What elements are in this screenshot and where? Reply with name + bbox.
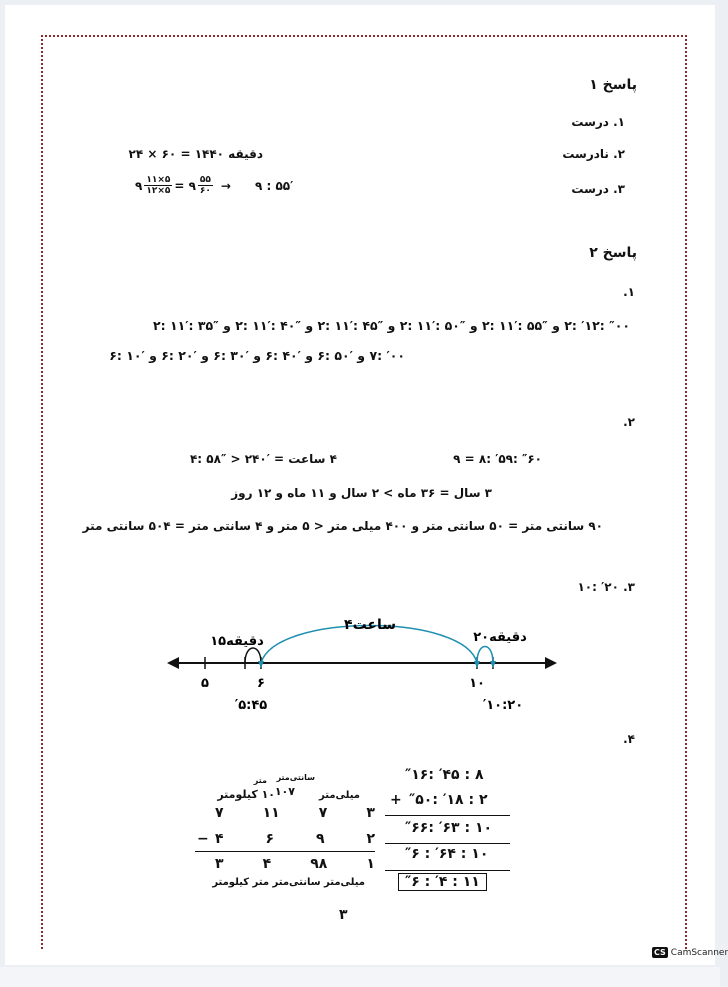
fraction-2	[198, 175, 213, 196]
unit-row-3	[215, 856, 375, 872]
cell: ۴	[262, 856, 272, 872]
time-add-row-2: ″۵۰: ′۱۸ : ۲	[409, 792, 488, 808]
cell: ۱۱	[262, 805, 280, 821]
arc-arrowhead-icon	[490, 661, 496, 668]
answer1-item-2: ۲. نادرست	[562, 147, 625, 161]
page-number: ۳	[339, 907, 348, 923]
cell: ۷	[318, 805, 328, 821]
tick-label-5: ۵	[201, 676, 209, 691]
answer1-result: ۹ : ۵۵′	[254, 178, 294, 193]
time-add-row-1: ″۱۶: ′۴۵ : ۸	[405, 767, 484, 783]
unit-header-mm: میلی‌متر	[319, 790, 360, 801]
answer2-q1: ۱.	[623, 285, 635, 299]
left-arrowhead-icon	[167, 657, 179, 669]
answer2-q3: ۳. ′۲۰ :۱۰	[577, 580, 635, 594]
unit-row-1	[215, 805, 375, 821]
answer2-line2: ′۰۰ :۷ و ′۵۰ :۶ و ′۴۰ :۶ و ′۳۰ :۶ و ′۲۰ :۶ و ′۱۰ :۶	[109, 348, 405, 363]
unit-row-2	[215, 831, 375, 847]
cell: ۲	[366, 831, 375, 847]
comparison-1-right: ″۶۰ :′۵۹ :۸ = ۹	[453, 452, 542, 466]
unit-minus: −	[197, 831, 209, 847]
comparison-3: ۹۰ سانتی متر = ۵۰ سانتی متر و ۴۰۰ میلی متر < ۵ متر و ۴ سانتی متر = ۵۰۴ سانتی متر	[82, 519, 603, 533]
label-15min: ۱۵دقیقه	[210, 634, 264, 649]
answer2-title: پاسخ ۲	[589, 245, 637, 261]
comparison-1-left: ۴ ساعت = ′۲۴۰ < ″۵۸ :۴	[189, 452, 337, 466]
unit-small-label-m: متر	[253, 776, 267, 785]
answer2-line1: ″۰۰ :′۱۲ :۲ و ″۵۵ :′۱۱ :۲ و ″۵۰ :′۱۱ :۲ و ″۴۵ :′۱۱ :۲ و ″۴۰ :′۱۱ :۲ و ″۳۵ :′۱۱ :۲	[152, 318, 630, 333]
tick-label-10: ۱۰	[469, 676, 485, 691]
cell: ۷	[215, 805, 224, 821]
time-add-rule-2	[385, 843, 510, 844]
label-20min: ۲۰دقیقه	[473, 630, 527, 645]
fraction-2-denominator: ۶۰	[199, 186, 211, 196]
start-time-label: ′۵:۴۵	[234, 698, 268, 713]
cell: ۶	[265, 831, 275, 847]
unit-rule	[195, 851, 375, 852]
document-page	[5, 5, 715, 965]
time-add-row-4: ″۶ : ′۶۴ : ۱۰	[405, 846, 489, 862]
camscanner-watermark	[652, 947, 728, 958]
unit-row-labels: میلی‌متر سانتی‌متر متر کیلومتر	[212, 877, 365, 888]
cell: ۹	[315, 831, 325, 847]
frac-equals: = ۹	[174, 178, 196, 193]
arc-20min	[477, 647, 493, 664]
number-line-diagram	[165, 605, 565, 715]
time-add-rule	[385, 815, 510, 816]
answer1-item-3: ۳. درست	[571, 182, 625, 196]
arc-arrowhead-icon	[258, 661, 264, 668]
time-add-result: ″۶ : ′۴ : ۱۱	[398, 873, 487, 891]
fraction-expression	[135, 175, 293, 196]
unit-carry-km: ۱۰ کیلومتر	[217, 788, 275, 801]
answer2-q2: ۲.	[623, 415, 635, 429]
camscanner-text: CamScanner	[670, 947, 728, 958]
answer1-title: پاسخ ۱	[589, 77, 637, 93]
time-add-plus: +	[390, 792, 402, 808]
fraction-1	[144, 175, 172, 196]
time-add-row-3: ″۶۶: ′۶۳ : ۱۰	[405, 820, 493, 836]
arc-arrowhead-icon	[474, 661, 480, 668]
bottom-strip	[0, 967, 720, 987]
tick-label-6: ۶	[257, 676, 265, 691]
cell: ۳	[215, 856, 224, 872]
label-hours: ۴ساعت	[344, 617, 396, 633]
right-arrowhead-icon	[545, 657, 557, 669]
fraction-2-numerator: ۵۵	[199, 175, 211, 185]
answer2-q4: ۴.	[623, 732, 635, 746]
camscanner-logo-icon: CS	[654, 948, 666, 957]
answer1-calc: دقیقه ۱۴۴۰ = ۶۰ × ۲۴	[128, 147, 263, 161]
comparison-2: ۳ سال = ۳۶ ماه > ۲ سال و ۱۱ ماه و ۱۲ روز	[231, 486, 492, 500]
fraction-1-denominator: ۱۲×۵	[146, 186, 171, 196]
unit-carry-cm: ۱۰۷	[274, 785, 295, 798]
frac-lead: ۹	[135, 178, 143, 193]
cell: ۳	[366, 805, 375, 821]
unit-small-label-cm: سانتی‌متر	[276, 773, 315, 782]
cell: ۴	[215, 831, 224, 847]
cell: ۹۸	[310, 856, 328, 872]
arc-15min	[245, 648, 261, 663]
time-add-rule-3	[385, 870, 510, 871]
answer1-item-1: ۱. درست	[571, 115, 625, 129]
end-time-label: ′۱۰:۲۰	[482, 698, 524, 713]
cell: ۱	[366, 856, 375, 872]
arrow-icon: →	[220, 178, 231, 193]
fraction-1-numerator: ۱۱×۵	[146, 175, 171, 185]
